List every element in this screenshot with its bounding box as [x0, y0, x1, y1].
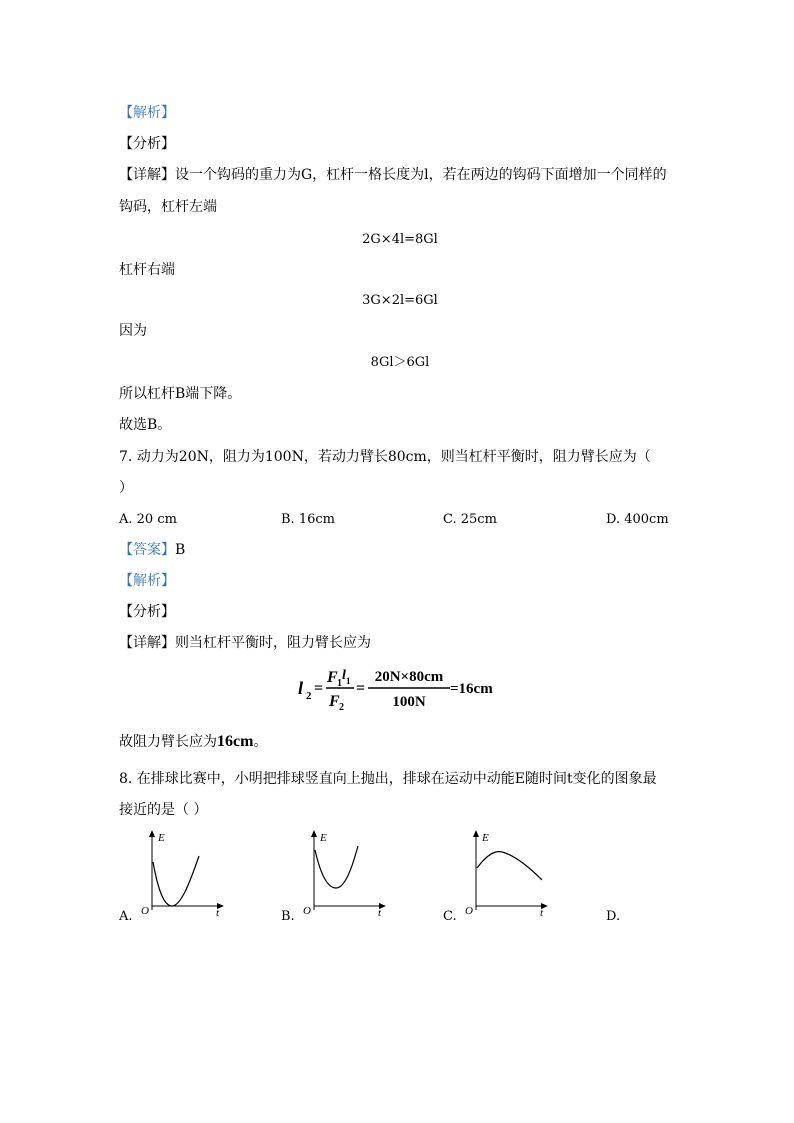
- q7-option-d: D. 400cm: [606, 512, 669, 527]
- q7-stem-line-1: 7. 动力为20N，阻力为100N，若动力臂长80cm，则当杠杆平衡时，阻力臂长应为（: [119, 449, 651, 465]
- formula-num2: 20N×80cm: [374, 669, 444, 685]
- graph-b-t-label: t: [378, 907, 382, 918]
- q7-analysis-heading: 【解析】: [119, 573, 175, 589]
- q7-conclusion-prefix: 故阻力臂长应为: [119, 734, 217, 750]
- equation-right-end: 3G×2l=6Gl: [362, 293, 438, 308]
- fenxi-heading: 【分析】: [119, 136, 175, 152]
- formula-lhs-sub: 2: [306, 690, 312, 702]
- q7-option-c: C. 25cm: [443, 512, 497, 527]
- graph-b-curve: [315, 846, 358, 888]
- graph-c-e-label: E: [482, 832, 489, 844]
- formula-den2: 100N: [392, 694, 426, 710]
- answer-tag: 【答案】: [119, 542, 175, 558]
- formula-num1-sub: 1: [337, 678, 342, 689]
- graph-c: [462, 828, 552, 918]
- formula-num1-l: l: [342, 668, 346, 683]
- formula-num1-l-sub: 1: [346, 676, 351, 686]
- graph-a-e-label: E: [158, 832, 165, 844]
- detail-text-1: 设一个钩码的重力为G，杠杆一格长度为l，若在两边的钩码下面增加一个同样的: [175, 167, 667, 183]
- analysis-heading: 【解析】: [119, 105, 175, 121]
- formula-lhs: l: [298, 678, 304, 698]
- detail-line-1: [119, 166, 667, 184]
- q8-stem-line-2: 接近的是（ ）: [119, 802, 208, 818]
- graph-b: [300, 828, 390, 918]
- conclusion-line: 所以杠杆B端下降。: [119, 386, 242, 402]
- graph-c-o-label: O: [465, 905, 473, 917]
- equation-compare: 8Gl＞6Gl: [370, 355, 430, 370]
- q8-option-a: A.: [119, 909, 133, 924]
- formula-result: =16cm: [450, 681, 493, 697]
- graph-c-y-arrow: [473, 830, 479, 837]
- q7-option-a: A. 20 cm: [119, 512, 177, 527]
- q8-option-b: B.: [281, 909, 295, 924]
- q8-option-c: C.: [443, 909, 457, 924]
- q7-detail-text: 则当杠杆平衡时，阻力臂长应为: [175, 635, 371, 651]
- choice-line: 故选B。: [119, 417, 172, 433]
- q7-option-b: B. 16cm: [281, 512, 335, 527]
- graph-a: [138, 828, 228, 918]
- q7-answer-line: [119, 541, 185, 559]
- graph-b-y-arrow: [311, 830, 317, 837]
- detail-line-2: 钩码，杠杆左端: [119, 199, 217, 215]
- graph-c-t-label: t: [540, 907, 544, 918]
- detail-tag: 【详解】: [119, 167, 175, 183]
- q8-option-d: D.: [606, 909, 621, 924]
- graph-a-t-label: t: [216, 907, 220, 918]
- formula-den1-sub: 2: [339, 702, 344, 713]
- graph-b-e-label: E: [320, 832, 327, 844]
- graph-b-o-label: O: [303, 905, 311, 917]
- q7-conclusion-value: 16cm: [217, 733, 254, 750]
- q7-conclusion-suffix: 。: [253, 734, 268, 750]
- answer-value: B: [175, 542, 186, 558]
- lever-formula: [296, 662, 506, 714]
- formula-num1-f: F: [327, 669, 338, 686]
- formula-den1-f: F: [329, 693, 340, 710]
- equation-left-end: 2G×4l=8Gl: [362, 232, 438, 247]
- graph-c-curve: [477, 852, 542, 880]
- graph-a-o-label: O: [141, 905, 149, 917]
- formula-eq-1: =: [314, 680, 324, 697]
- q7-conclusion-line: [119, 733, 267, 751]
- right-end-label: 杠杆右端: [119, 262, 175, 278]
- q7-detail-tag: 【详解】: [119, 635, 175, 651]
- q7-stem-line-2: ）: [119, 480, 133, 496]
- q7-fenxi-heading: 【分析】: [119, 604, 175, 620]
- formula-svg: [296, 662, 506, 714]
- formula-eq-2: =: [356, 680, 366, 697]
- because-label: 因为: [119, 323, 147, 339]
- q7-detail-line: [119, 634, 371, 652]
- q8-stem-line-1: 8. 在排球比赛中，小明把排球竖直向上抛出，排球在运动中动能E随时间t变化的图象最: [119, 771, 657, 787]
- graph-a-curve: [153, 856, 199, 906]
- graph-a-y-arrow: [149, 830, 155, 837]
